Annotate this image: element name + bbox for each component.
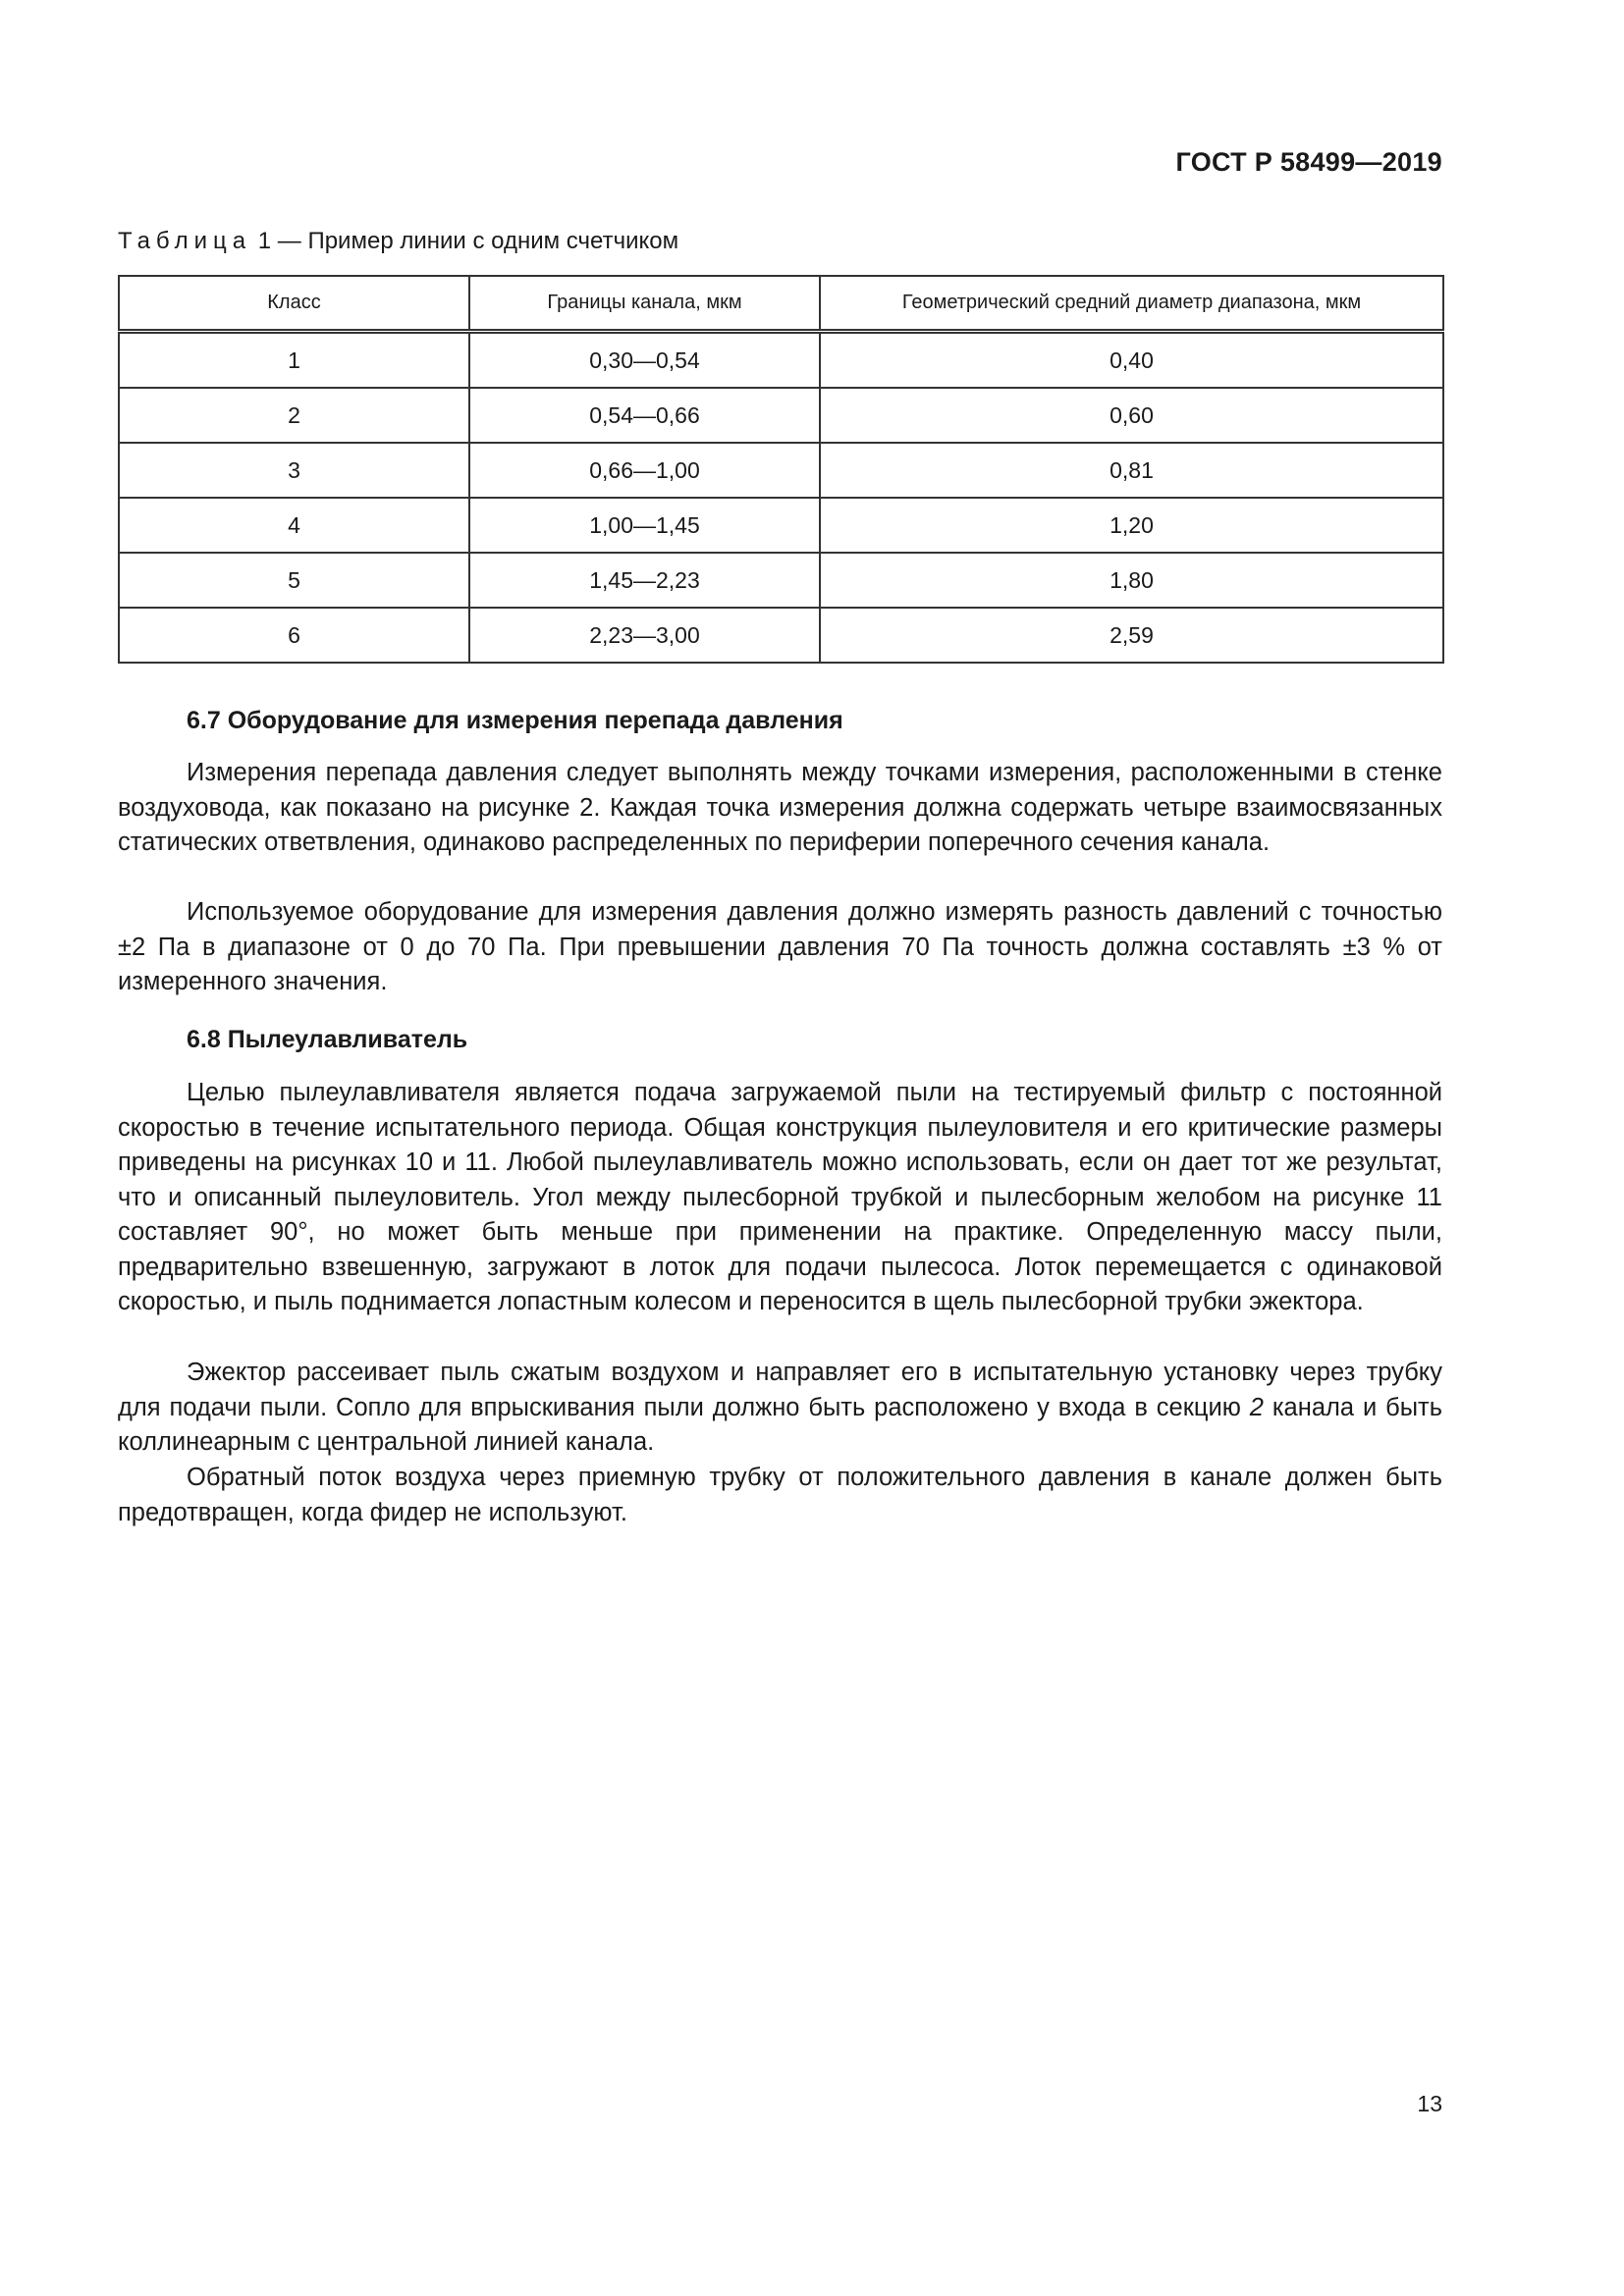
table-row — [119, 443, 1443, 498]
table-row — [119, 498, 1443, 553]
table-cell-class: 4 — [119, 498, 469, 553]
table-caption-label: Таблица — [118, 228, 252, 254]
table-cell-bounds: 0,54—0,66 — [469, 388, 820, 443]
section-6-8-paragraph-2-start: Эжектор рассеивает пыль сжатым воздухом и направляет его в испытательную установку через трубку для подачи пыли. Сопло для впрыскивания пыли должно быть расположено у входа в секцию — [118, 1359, 1442, 1421]
section-6-8-paragraph-3: Обратный поток воздуха через приемную трубку от положительного давления в канале должен быть предотвращен, когда фидер не используют. — [118, 1464, 1442, 1526]
section-6-8-paragraph-2 — [118, 1356, 1442, 1461]
table-cell-bounds: 1,00—1,45 — [469, 498, 820, 553]
section-6-7-paragraph-2: Используемое оборудование для измерения давления должно измерять разность давлений с точностью ±2 Па в диапазоне от 0 до 70 Па. При превышении давления 70 Па точность должна составлять ±3 % от измеренного значения. — [118, 898, 1442, 995]
table-cell-diameter: 2,59 — [820, 608, 1443, 663]
column-header-geometric-mean-diameter: Геометрический средний диаметр диапазона, мкм — [820, 276, 1443, 332]
section-number-italic: 2 — [1249, 1393, 1264, 1421]
table-cell-class: 3 — [119, 443, 469, 498]
table-cell-class: 6 — [119, 608, 469, 663]
table-row — [119, 332, 1443, 389]
table-cell-diameter: 0,40 — [820, 332, 1443, 389]
table-row — [119, 553, 1443, 608]
table-header-row — [119, 276, 1443, 332]
table-cell-class: 1 — [119, 332, 469, 389]
table-cell-bounds: 0,66—1,00 — [469, 443, 820, 498]
section-6-7-heading: 6.7 Оборудование для измерения перепада давления — [187, 707, 843, 734]
particle-size-table — [118, 275, 1444, 664]
table-cell-class: 2 — [119, 388, 469, 443]
table-cell-diameter: 0,81 — [820, 443, 1443, 498]
table-cell-diameter: 1,80 — [820, 553, 1443, 608]
table-cell-diameter: 0,60 — [820, 388, 1443, 443]
document-id-header: ГОСТ Р 58499—2019 — [1175, 147, 1442, 177]
table-caption-text: 1 — Пример линии с одним счетчиком — [251, 228, 679, 254]
table-caption — [118, 228, 678, 255]
page-number: 13 — [1417, 2091, 1442, 2116]
table-cell-bounds: 2,23—3,00 — [469, 608, 820, 663]
table-cell-diameter: 1,20 — [820, 498, 1443, 553]
column-header-channel-bounds: Границы канала, мкм — [469, 276, 820, 332]
section-6-8-paragraph-2-end: канала и быть коллинеарным с центральной линией канала. — [118, 1393, 1442, 1456]
table-cell-class: 5 — [119, 553, 469, 608]
column-header-class: Класс — [119, 276, 469, 332]
table-row — [119, 388, 1443, 443]
table-cell-bounds: 1,45—2,23 — [469, 553, 820, 608]
section-6-8-heading: 6.8 Пылеулавливатель — [187, 1026, 468, 1053]
section-6-7-paragraph-1: Измерения перепада давления следует выполнять между точками измерения, расположенными в стенке воздуховода, как показано на рисунке 2. Каждая точка измерения должна содержать четыре взаимосвязанных статических ответвления, одинаково распределенных по периферии поперечного сечения канала. — [118, 759, 1442, 856]
table-row — [119, 608, 1443, 663]
section-6-8-paragraph-1: Целью пылеулавливателя является подача загружаемой пыли на тестируемый фильтр с постоянной скоростью в течение испытательного периода. Общая конструкция пылеуловителя и его критические размеры приведены на рисунках 10 и 11. Любой пылеулавливатель можно использовать, если он дает тот же результат, что и описанный пылеуловитель. Угол между пылесборной трубкой и пылесборным желобом на рисунке 11 составляет 90°, но может быть меньше при применении на практике. Определенную массу пыли, предварительно взвешенную, загружают в лоток для подачи пылесоса. Лоток перемещается с одинаковой скоростью, и пыль поднимается лопастным колесом и переносится в щель пылесборной трубки эжектора. — [118, 1079, 1442, 1315]
table-cell-bounds: 0,30—0,54 — [469, 332, 820, 389]
